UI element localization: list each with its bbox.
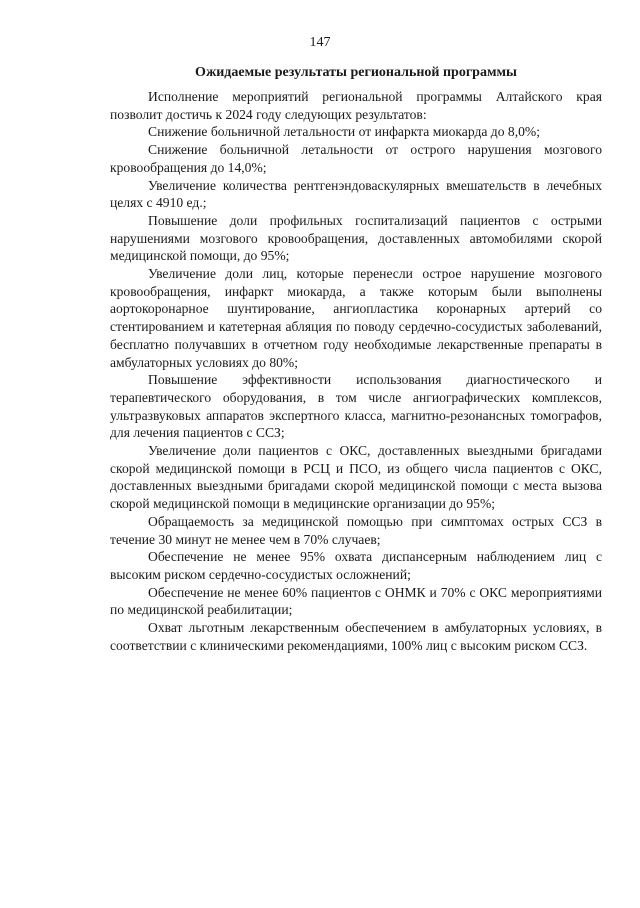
section-heading: Ожидаемые результаты региональной программы <box>195 65 517 80</box>
result-item-4: Повышение доли профильных госпитализаций пациентов с острыми нарушениями мозгового кровообращения, доставленных автомобилями скорой медицинской помощи, до 95%; <box>110 212 602 264</box>
result-item-5: Увеличение доли лиц, которые перенесли острое нарушение мозгового кровообращения, инфаркт миокарда, а также которым были выполнены аортокоронарное шунтирование, ангиопластика коронарных артерий со стентированием и катетерная абляция по поводу сердечно-сосудистых заболеваний, бесплатно получавших в отчетном году необходимые лекарственные препараты в амбулаторных условиях до 80%; <box>110 266 602 370</box>
result-item-2: Снижение больничной летальности от острого нарушения мозгового кровообращения до 14,0%; <box>110 142 602 175</box>
result-item-3: Увеличение количества рентгенэндоваскулярных вмешательств в лечебных целях с 4910 ед.; <box>110 177 602 211</box>
result-item-6: Повышение эффективности использования диагностического и терапевтического оборудования, в том числе ангиографических комплексов, ультразвуковых аппаратов экспертного класса, магнитно-резонансных томографов, для лечения пациентов с ССЗ; <box>110 372 602 441</box>
result-item-10: Обеспечение не менее 60% пациентов с ОНМК и 70% с ОКС мероприятиями по медицинской реабилитации; <box>110 584 602 618</box>
intro-paragraph: Исполнение мероприятий региональной программы Алтайского края позволит достичь к 2024 году следующих результатов: <box>110 89 602 122</box>
result-item-11: Охват льготным лекарственным обеспечением в амбулаторных условиях, в соответствии с клиническими рекомендациями, 100% лиц с высоким риском ССЗ. <box>110 620 602 653</box>
result-item-8: Обращаемость за медицинской помощью при симптомах острых ССЗ в течение 30 минут не менее чем в 70% случаев; <box>110 513 602 547</box>
result-item-1: Снижение больничной летальности от инфаркта миокарда до 8,0%; <box>148 124 540 140</box>
result-item-9: Обеспечение не менее 95% охвата диспансерным наблюдением лиц с высоким риском сердечно-сосудистых осложнений; <box>110 549 602 582</box>
page-number: 147 <box>309 35 331 50</box>
document-body <box>110 88 602 655</box>
result-item-7: Увеличение доли пациентов с ОКС, доставленных выездными бригадами скорой медицинской помощи в РСЦ и ПСО, из общего числа пациентов с ОКС, доставленных выездными бригадами скорой медицинской помощи с места вызова скорой медицинской помощи в медицинские организации до 95%; <box>110 443 602 512</box>
